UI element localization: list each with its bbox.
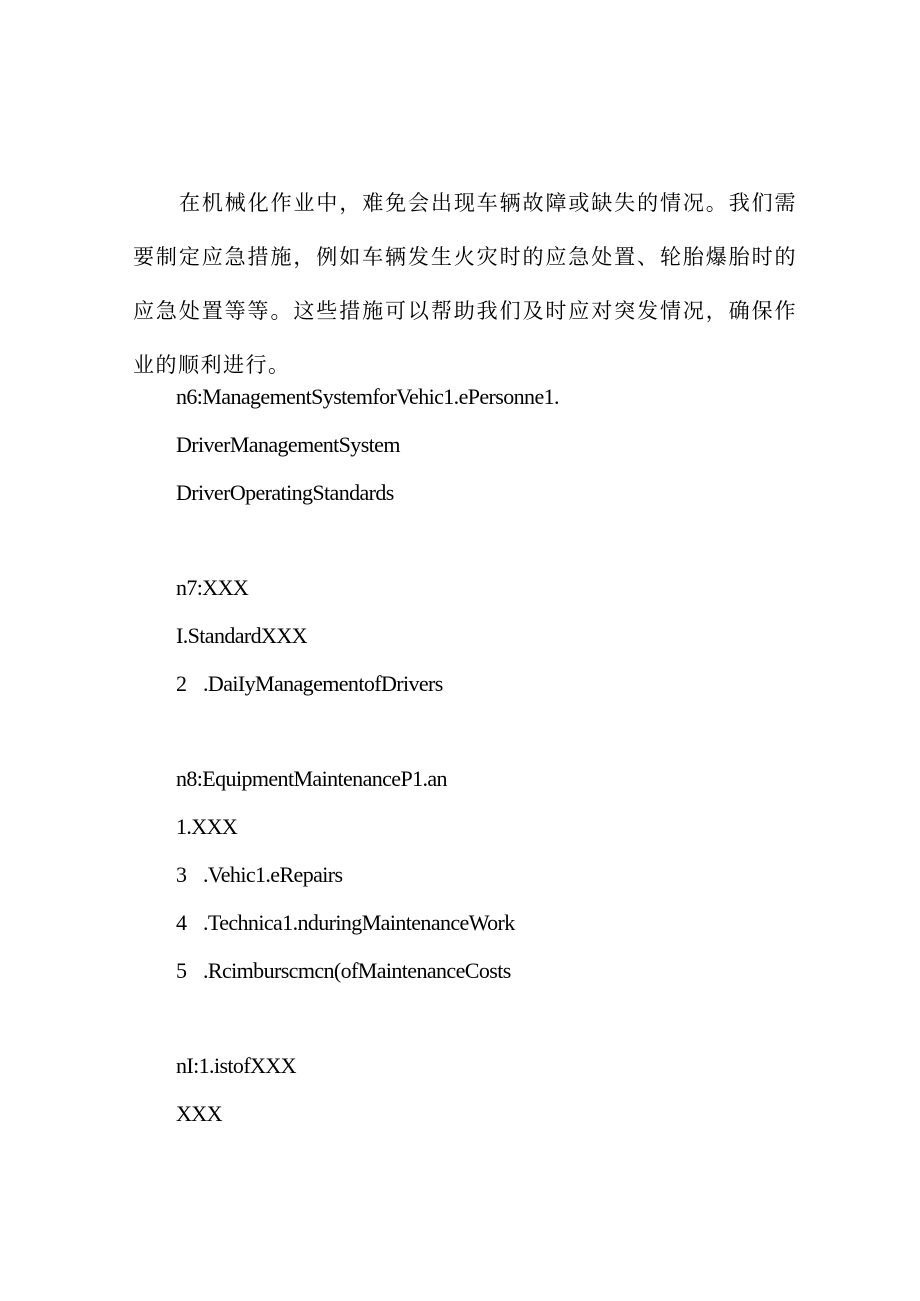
list-item (176, 860, 342, 890)
item-number: 4 (176, 910, 187, 935)
list-item: XXX (176, 1101, 222, 1126)
list-item: DriverManagementSystem (176, 432, 400, 457)
section-heading-n8: n8:EquipmentMaintenanceP1.an (176, 766, 447, 791)
list-item (176, 669, 443, 699)
list-item (176, 956, 511, 986)
item-number: 5 (176, 958, 187, 983)
section-heading-n1: nI:1.istofXXX (176, 1053, 296, 1078)
body-paragraph: 在机械化作业中，难免会出现车辆故障或缺失的情况。我们需要制定应急措施，例如车辆发生火灾时的应急处置、轮胎爆胎时的应急处置等等。这些措施可以帮助我们及时应对突发情况，确保作业的顺利进行。 (133, 191, 797, 377)
list-item: I.StandardXXX (176, 623, 307, 648)
item-text: .DaiIyManagementofDrivers (203, 671, 443, 696)
item-text: .Technica1.nduringMaintenanceWork (203, 910, 515, 935)
list-item (176, 908, 515, 938)
section-heading-n7: n7:XXX (176, 575, 249, 600)
item-text: .Rcimburscmcn(ofMaintenanceCosts (203, 958, 511, 983)
item-text: .Vehic1.eRepairs (203, 862, 343, 887)
item-number: 2 (176, 671, 187, 696)
item-number: 3 (176, 862, 187, 887)
list-item: DriverOperatingStandards (176, 480, 394, 505)
section-heading-n6: n6:ManagementSystemforVehic1.ePersonne1. (176, 384, 559, 409)
list-item: 1.XXX (176, 814, 238, 839)
